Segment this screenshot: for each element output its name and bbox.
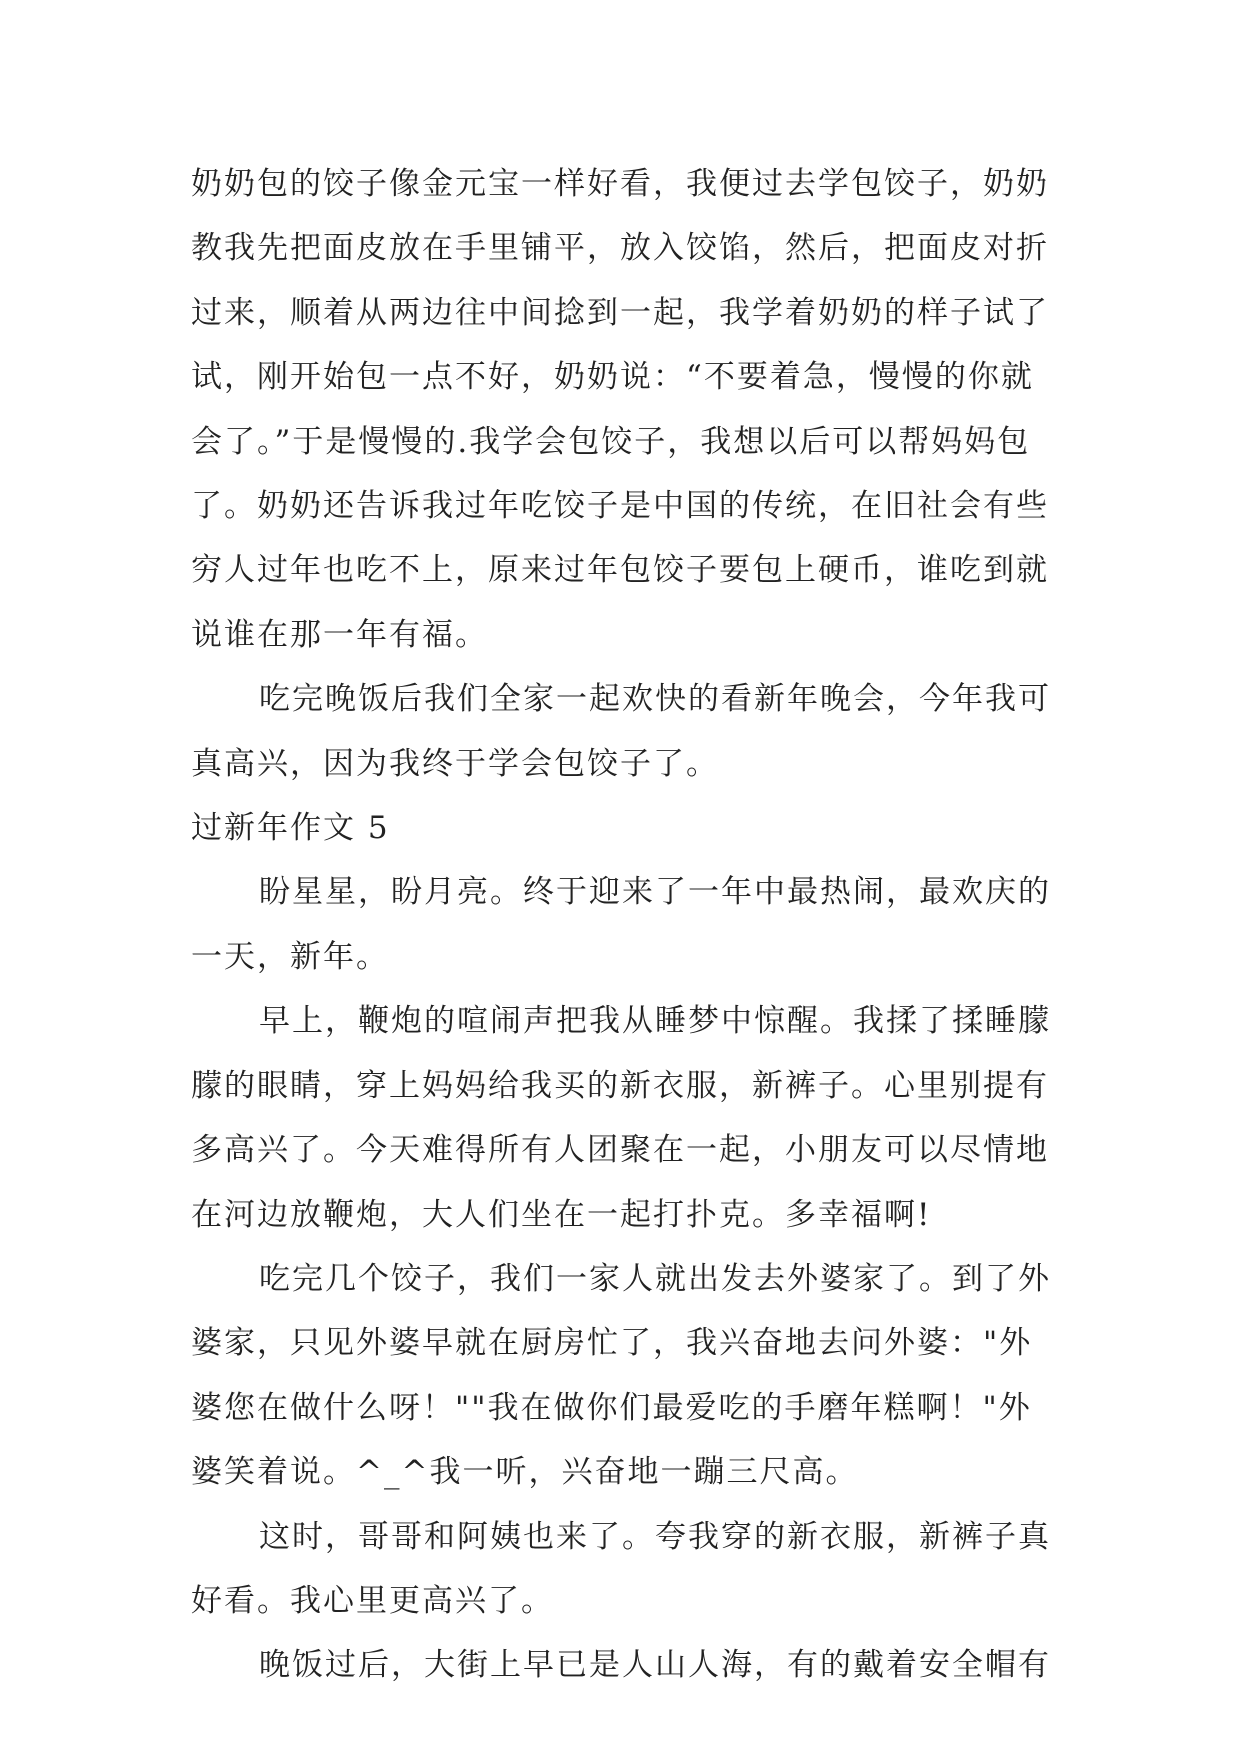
paragraph: 盼星星，盼月亮。终于迎来了一年中最热闹，最欢庆的一天，新年。 [191,874,1051,975]
paragraph: 早上，鞭炮的喧闹声把我从睡梦中惊醒。我揉了揉睡朦朦的眼睛，穿上妈妈给我买的新衣服，新裤子。心里别提有多高兴了。今天难得所有人团聚在一起，小朋友可以尽情地在河边放鞭炮，大人们坐在一起打扑克。多幸福啊! [191,1003,1051,1233]
paragraph: 吃完晚饭后我们全家一起欢快的看新年晚会，今年我可真高兴，因为我终于学会包饺子了。 [191,681,1051,782]
document-body [191,152,1061,1698]
paragraph: 晚饭过后，大街上早已是人山人海，有的戴着安全帽有 [259,1647,1051,1684]
paragraph: 这时，哥哥和阿姨也来了。夸我穿的新衣服，新裤子真好看。我心里更高兴了。 [191,1518,1051,1619]
section-title: 过新年作文 5 [191,810,390,847]
paragraph: 奶奶包的饺子像金元宝一样好看，我便过去学包饺子，奶奶教我先把面皮放在手里铺平，放入饺馅，然后，把面皮对折过来，顺着从两边往中间捻到一起，我学着奶奶的样子试了试，刚开始包一点不好，奶奶说：“不要着急，慢慢的你就会了。”于是慢慢的.我学会包饺子，我想以后可以帮妈妈包了。奶奶还告诉我过年吃饺子是中国的传统，在旧社会有些穷人过年也吃不上，原来过年包饺子要包上硬币，谁吃到就说谁在那一年有福。 [191,166,1049,653]
paragraph: 吃完几个饺子，我们一家人就出发去外婆家了。到了外婆家，只见外婆早就在厨房忙了，我兴奋地去问外婆："外婆您在做什么呀！""我在做你们最爱吃的手磨年糕啊！"外婆笑着说。^_^我一听，兴奋地一蹦三尺高。 [191,1260,1051,1491]
